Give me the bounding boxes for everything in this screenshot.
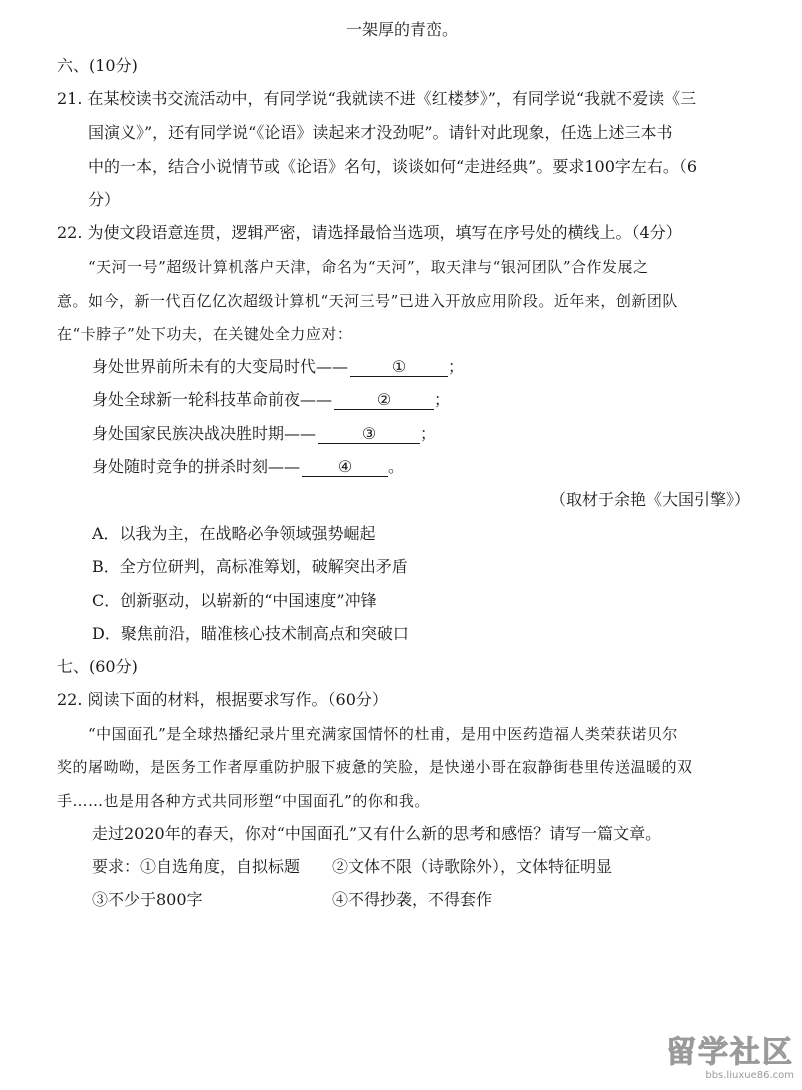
q22-item-end: ； — [420, 424, 437, 443]
essay-requirement-4: ④不得抄袭，不得套作 — [332, 890, 493, 909]
essay-material-line-3: 手……也是用各种方式共同形塑“中国面孔”的你和我。 — [57, 792, 430, 810]
essay-material-line-1: “中国面孔”是全球热播纪录片里充满家国情怀的杜甫，是用中医药造福人类荣获诺贝尔 — [88, 725, 678, 743]
q22-item-end: ； — [434, 390, 451, 409]
q22-item-1 — [92, 356, 464, 378]
essay-question-line-1: 22. 阅读下面的材料，根据要求写作。（60分） — [57, 690, 388, 709]
q21-line-1: 21. 在某校读书交流活动中，有同学说“我就读不进《红楼梦》”，有同学说“我就不爱读《三 — [57, 89, 697, 108]
essay-material-line-2: 奖的屠呦呦，是医务工作者厚重防护服下疲惫的笑脸，是快递小哥在寂静街巷里传送温暖的双 — [57, 758, 693, 776]
q21-line-2: 国演义》”，还有同学说“《论语》读起来才没劲呢”。请针对此现象，任选上述三本书 — [88, 123, 673, 142]
q22-item-4 — [92, 456, 404, 478]
essay-requirement-1: 要求：①自选角度，自拟标题 — [92, 857, 301, 876]
essay-requirement-2: ②文体不限（诗歌除外），文体特征明显 — [332, 857, 613, 876]
top-line: 一架厚的青峦。 — [346, 20, 459, 39]
essay-requirement-3: ③不少于800字 — [92, 890, 203, 909]
q22-item-text: 身处国家民族决战决胜时期—— — [92, 424, 317, 443]
watermark-logo: 留学社区 — [666, 1035, 794, 1070]
answer-blank-1[interactable]: ① — [350, 358, 448, 377]
q22-passage-line-3: 在“卡脖子”处下功夫，在关键处全力应对： — [57, 325, 353, 343]
q22-option-a: A．以我为主，在战略必争领域强势崛起 — [92, 524, 376, 543]
q22-source: （取材于余艳《大国引擎》） — [549, 490, 750, 509]
watermark-url: bbs.liuxue86.com — [705, 1070, 794, 1081]
q22-passage-line-1: “天河一号”超级计算机落户天津，命名为“天河”，取天津与“银河团队”合作发展之 — [88, 258, 649, 276]
q22-item-text: 身处世界前所未有的大变局时代—— — [92, 357, 349, 376]
q22-item-2 — [92, 389, 450, 411]
watermark — [624, 1036, 794, 1082]
essay-prompt: 走过2020年的春天，你对“中国面孔”又有什么新的思考和感悟？请写一篇文章。 — [92, 824, 662, 843]
q22-item-end: 。 — [388, 457, 405, 476]
q22-option-b: B．全方位研判，高标准筹划，破解突出矛盾 — [92, 557, 408, 576]
q22-passage-line-2: 意。如今，新一代百亿亿次超级计算机“天河三号”已进入开放应用阶段。近年来，创新团队 — [57, 292, 678, 310]
section-seven-heading: 七、(60分) — [57, 657, 138, 676]
q22-option-d: D．聚焦前沿，瞄准核心技术制高点和突破口 — [92, 624, 409, 643]
answer-blank-4[interactable]: ④ — [302, 458, 388, 477]
q22-option-c: C．创新驱动，以崭新的“中国速度”冲锋 — [92, 591, 377, 610]
answer-blank-2[interactable]: ② — [334, 391, 434, 410]
q22-item-text: 身处随时竞争的拼杀时刻—— — [92, 457, 301, 476]
answer-blank-3[interactable]: ③ — [318, 425, 420, 444]
section-six-heading: 六、(10分) — [57, 56, 138, 75]
q22-line-1: 22. 为使文段语意连贯，逻辑严密，请选择最恰当选项，填写在序号处的横线上。（4分） — [57, 223, 682, 242]
q22-item-3 — [92, 423, 436, 445]
q21-line-3: 中的一本，结合小说情节或《论语》名句，谈谈如何“走进经典”。要求100字左右。（6 — [88, 157, 698, 176]
q22-item-end: ； — [448, 357, 465, 376]
q22-item-text: 身处全球新一轮科技革命前夜—— — [92, 390, 333, 409]
q21-line-4: 分） — [88, 190, 121, 209]
